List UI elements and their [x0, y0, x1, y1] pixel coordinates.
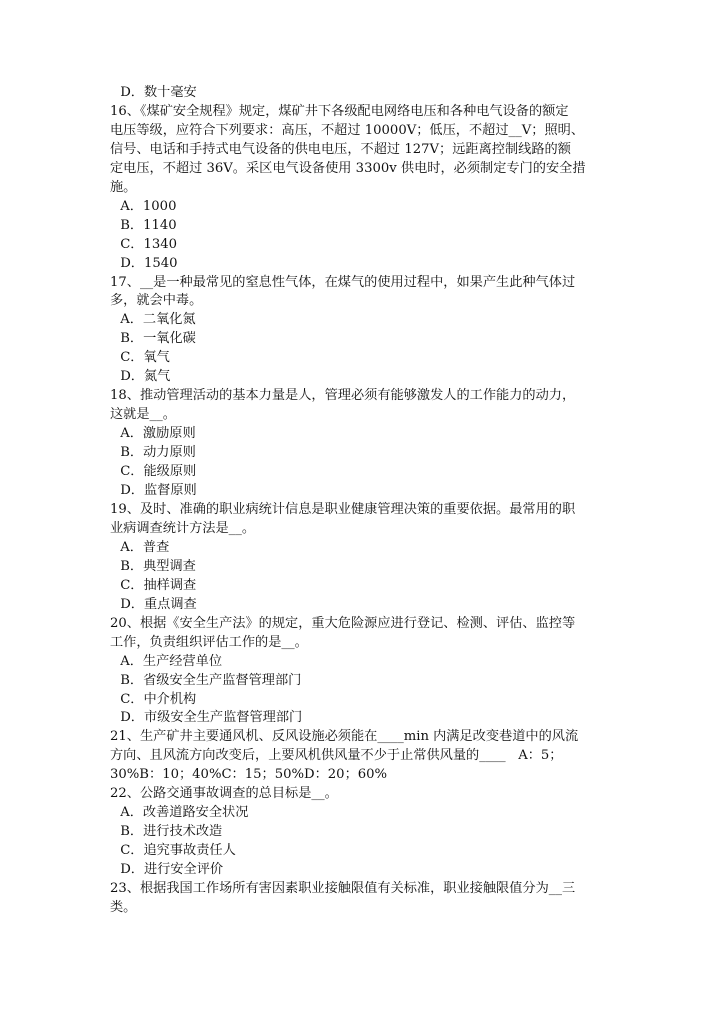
question-text-line: 23、根据我国工作场所有害因素职业接触限值有关标准，职业接触限值分为__三 [110, 881, 576, 897]
answer-option-line: D．市级安全生产监督管理部门 [116, 710, 303, 726]
answer-option-line: A．激励原则 [116, 426, 196, 442]
answer-option-line: A．二氧化氮 [116, 312, 196, 328]
answer-option-line: A．普查 [116, 539, 170, 555]
answer-option-line: C．1340 [116, 236, 178, 252]
question-text-line: 22、公路交通事故调查的总目标是__。 [110, 786, 338, 802]
answer-option-line: B．动力原则 [116, 445, 196, 461]
question-text-line: 18、推动管理活动的基本力量是人，管理必须有能够激发人的工作能力的动力， [110, 388, 576, 404]
answer-option-line: B．一氧化碳 [116, 331, 196, 347]
question-text-line: 这就是__。 [110, 407, 176, 423]
answer-option-line: C．中介机构 [116, 691, 197, 707]
question-text-line: 16、《煤矿安全规程》规定，煤矿井下各级配电网络电压和各种电气设备的额定 [110, 103, 569, 119]
answer-option-line: D．1540 [116, 255, 178, 271]
answer-option-line: A．改善道路安全状况 [116, 805, 249, 821]
answer-option-line: D．数十毫安 [116, 85, 197, 100]
question-text-line: 17、__是一种最常见的窒息性气体，在煤气的使用过程中，如果产生此种气体过 [110, 274, 576, 290]
question-text-line: 类。 [110, 899, 137, 915]
answer-option-line: B．进行技术改造 [116, 824, 223, 840]
answer-option-line: C．能级原则 [116, 464, 197, 480]
question-text-line: 20、根据《安全生产法》的规定，重大危险源应进行登记、检测、评估、监控等 [110, 615, 576, 631]
question-text-line: 施。 [110, 179, 137, 195]
answer-option-line: B．典型调查 [116, 558, 196, 574]
answer-option-line: D．重点调查 [116, 596, 197, 612]
answer-option-line: C．抽样调查 [116, 577, 197, 593]
answer-option-line: A．1000 [116, 198, 177, 214]
answer-option-line: D．氮气 [116, 369, 171, 385]
question-text-line: 19、及时、准确的职业病统计信息是职业健康管理决策的重要依据。最常用的职 [110, 501, 576, 517]
question-text-line: 业病调查统计方法是__。 [110, 520, 256, 536]
question-text-line: 多，就会中毒。 [110, 293, 203, 309]
answer-option-line: D．监督原则 [116, 483, 197, 499]
question-text-line: 方向、且风流方向改变后，上要风机供风量不少于止常供风量的____ A：5； [110, 748, 563, 764]
question-text-line: 工作，负责组织评估工作的是__。 [110, 634, 308, 650]
document-page [110, 84, 620, 918]
answer-option-line: B．1140 [116, 217, 177, 233]
question-text-line: 定电压，不超过 36V。采区电气设备使用 3300v 供电时，必须制定专门的安全措 [110, 160, 586, 176]
question-text-line: 30%B：10；40%C：15；50%D：20；60% [110, 767, 388, 783]
question-text-line: 电压等级，应符合下列要求：高压，不超过 10000V；低压，不超过__V；照明、 [110, 122, 585, 138]
answer-option-line: C．氧气 [116, 350, 170, 366]
answer-option-line: A．生产经营单位 [116, 653, 223, 669]
answer-option-line: C．追究事故责任人 [116, 843, 236, 859]
question-text-line: 信号、电话和手持式电气设备的供电电压，不超过 127V；远距离控制线路的额 [110, 141, 571, 157]
question-text-line: 21、生产矿井主要通风机、反风设施必须能在____min 内满足改变巷道中的风流 [110, 729, 579, 745]
answer-option-line: D．进行安全评价 [116, 862, 224, 878]
answer-option-line: B．省级安全生产监督管理部门 [116, 672, 302, 688]
